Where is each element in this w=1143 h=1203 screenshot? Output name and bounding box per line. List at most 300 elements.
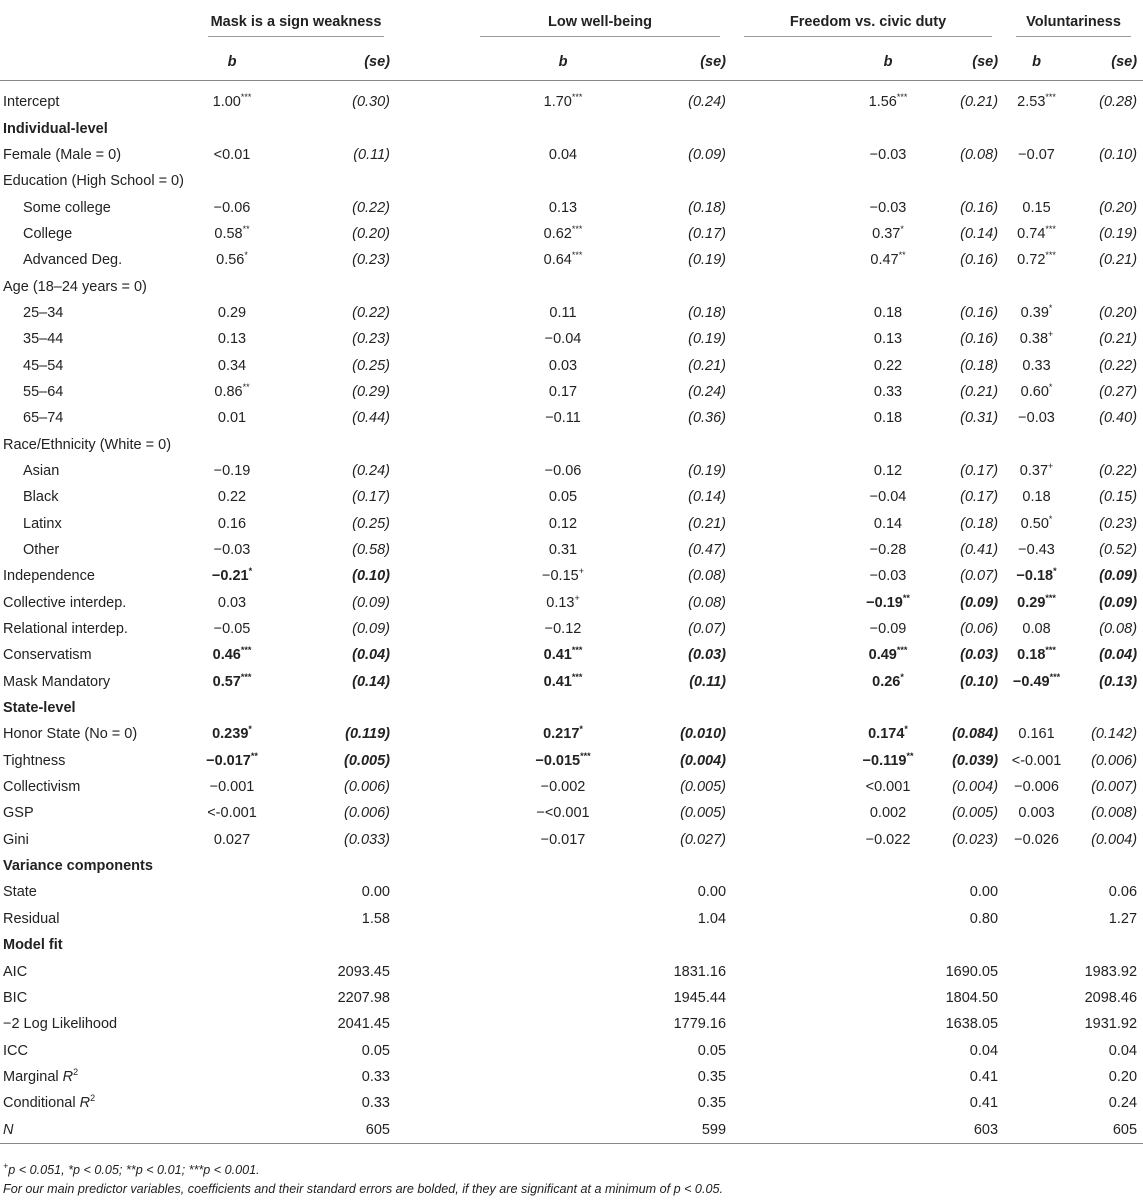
table-row — [0, 669, 1143, 695]
standard-error-cell: (0.31) — [960, 410, 999, 427]
coefficient-cell: 0.46*** — [212, 645, 252, 664]
row-label: Advanced Deg. — [23, 252, 123, 269]
standard-error-cell: (0.21) — [688, 515, 727, 532]
standard-error-cell: (0.033) — [344, 831, 390, 848]
table-row — [0, 405, 1143, 431]
coefficient-cell: −0.09 — [869, 621, 907, 638]
se-header: (se) — [972, 54, 999, 70]
standard-error-cell: (0.09) — [960, 594, 999, 611]
statistic-cell: 0.35 — [697, 1095, 727, 1112]
coefficient-cell: 0.86** — [214, 382, 250, 400]
standard-error-cell: (0.084) — [952, 726, 999, 743]
table-row — [0, 642, 1143, 668]
standard-error-cell: (0.18) — [688, 304, 727, 321]
standard-error-cell: (0.11) — [689, 673, 727, 690]
coefficient-cell: 0.18 — [873, 304, 903, 321]
coefficient-cell: 0.50* — [1020, 513, 1053, 532]
standard-error-cell: (0.09) — [688, 146, 727, 163]
coefficient-cell: 0.13 — [217, 331, 247, 348]
row-label: Other — [23, 542, 60, 559]
coefficient-cell: 0.217* — [543, 724, 583, 743]
coefficient-cell: −0.03 — [869, 568, 907, 585]
coefficient-cell: −0.18* — [1016, 566, 1057, 585]
coefficient-cell: −0.03 — [213, 542, 251, 559]
standard-error-cell: (0.027) — [680, 831, 727, 848]
standard-error-cell: (0.40) — [1099, 410, 1138, 427]
statistic-cell: 0.33 — [361, 1068, 390, 1085]
statistic-cell: 599 — [701, 1121, 727, 1138]
coefficient-cell: 0.62*** — [543, 224, 583, 242]
row-label: Independence — [3, 568, 95, 585]
standard-error-cell: (0.14) — [352, 673, 390, 690]
row-label: Tightness — [3, 752, 66, 769]
coefficient-cell: 0.41*** — [543, 671, 583, 690]
coefficient-cell: 0.74*** — [1017, 224, 1056, 242]
section-heading: State-level — [3, 700, 76, 717]
table-row — [0, 379, 1143, 405]
standard-error-cell: (0.09) — [1099, 594, 1138, 611]
b-header: b — [1032, 54, 1041, 70]
coefficient-cell: −0.03 — [869, 146, 907, 163]
standard-error-cell: (0.28) — [1099, 94, 1138, 111]
statistic-cell: 1.04 — [697, 910, 727, 927]
standard-error-cell: (0.17) — [688, 225, 727, 242]
coefficient-cell: 0.39* — [1020, 303, 1053, 321]
coefficient-cell: 0.13 — [548, 199, 578, 216]
standard-error-cell: (0.08) — [1099, 621, 1138, 638]
coefficient-cell: 0.18 — [873, 410, 903, 427]
standard-error-cell: (0.20) — [1099, 304, 1138, 321]
row-label: N — [3, 1121, 14, 1138]
standard-error-cell: (0.24) — [352, 462, 390, 479]
standard-error-cell: (0.16) — [960, 331, 999, 348]
statistic-cell: 603 — [973, 1121, 999, 1138]
table-header — [0, 6, 1143, 81]
standard-error-cell: (0.005) — [344, 752, 390, 769]
row-label: State — [3, 884, 37, 901]
standard-error-cell: (0.004) — [1091, 831, 1138, 848]
standard-error-cell: (0.19) — [1099, 225, 1138, 242]
statistic-cell: 0.05 — [697, 1042, 727, 1059]
coefficient-cell: 0.14 — [873, 515, 903, 532]
coefficient-cell: −0.017** — [206, 750, 258, 769]
table-row — [0, 932, 1143, 958]
coefficient-cell: 0.18*** — [1017, 645, 1056, 664]
row-label: Collective interdep. — [3, 594, 127, 611]
b-header: b — [227, 54, 237, 70]
table-row — [0, 484, 1143, 510]
row-label: 55–64 — [23, 383, 64, 400]
standard-error-cell: (0.006) — [344, 805, 390, 822]
b-header: b — [883, 54, 893, 70]
table-notes — [3, 1161, 723, 1199]
standard-error-cell: (0.52) — [1099, 542, 1138, 559]
standard-error-cell: (0.17) — [960, 489, 999, 506]
se-header: (se) — [700, 54, 727, 70]
coefficient-cell: −0.21* — [211, 566, 253, 585]
standard-error-cell: (0.25) — [352, 357, 390, 374]
standard-error-cell: (0.004) — [680, 752, 727, 769]
statistic-cell: 2207.98 — [337, 989, 390, 1006]
bold-note: For our main predictor variables, coefficients and their standard errors are bolded, if they are significant at a minimum of p < 0.05. — [3, 1182, 723, 1196]
table-row — [0, 221, 1143, 247]
standard-error-cell: (0.03) — [688, 647, 727, 664]
statistic-cell: 0.80 — [969, 910, 999, 927]
row-label: Mask Mandatory — [3, 673, 111, 690]
table-row — [0, 300, 1143, 326]
statistic-cell: 0.05 — [361, 1042, 390, 1059]
table-row — [0, 1090, 1143, 1116]
coefficient-cell: −0.015*** — [535, 750, 591, 769]
standard-error-cell: (0.23) — [1099, 515, 1138, 532]
coefficient-cell: −0.002 — [540, 779, 586, 796]
standard-error-cell: (0.47) — [688, 542, 727, 559]
table-row — [0, 721, 1143, 747]
standard-error-cell: (0.22) — [1099, 462, 1138, 479]
standard-error-cell: (0.08) — [960, 146, 999, 163]
coefficient-cell: 0.64*** — [543, 250, 583, 269]
table-row — [0, 590, 1143, 616]
coefficient-cell: 0.33 — [1022, 357, 1051, 374]
statistic-cell: 0.00 — [361, 884, 390, 901]
coefficient-cell: 0.26* — [872, 671, 904, 690]
statistic-cell: 0.20 — [1108, 1068, 1138, 1085]
coefficient-cell: 0.33 — [873, 383, 903, 400]
coefficient-cell: 0.12 — [873, 462, 903, 479]
statistic-cell: 1804.50 — [945, 989, 999, 1006]
standard-error-cell: (0.36) — [688, 410, 727, 427]
row-label: 45–54 — [23, 357, 64, 374]
standard-error-cell: (0.007) — [1091, 779, 1138, 796]
group-header: Low well-being — [468, 6, 732, 44]
coefficient-cell: −0.026 — [1014, 831, 1059, 848]
standard-error-cell: (0.09) — [352, 594, 390, 611]
standard-error-cell: (0.18) — [960, 515, 999, 532]
standard-error-cell: (0.14) — [960, 225, 999, 242]
b-header: b — [558, 54, 568, 70]
coefficient-cell: 0.72*** — [1017, 250, 1056, 269]
standard-error-cell: (0.142) — [1091, 726, 1138, 743]
coefficient-cell: −0.19** — [866, 592, 910, 611]
row-label: Female (Male = 0) — [3, 146, 122, 163]
row-label: −2 Log Likelihood — [3, 1016, 118, 1033]
coefficient-cell: 0.22 — [873, 357, 903, 374]
coefficient-cell: 0.18 — [1022, 489, 1051, 506]
row-label: Education (High School = 0) — [3, 173, 184, 190]
coefficient-cell: −0.001 — [209, 779, 255, 796]
table-row — [0, 194, 1143, 220]
standard-error-cell: (0.005) — [680, 805, 727, 822]
statistic-cell: 1.27 — [1108, 910, 1138, 927]
se-header: (se) — [364, 54, 390, 70]
coefficient-cell: <-0.001 — [1011, 752, 1062, 769]
statistic-cell: 2041.45 — [337, 1016, 390, 1033]
standard-error-cell: (0.19) — [688, 331, 727, 348]
coefficient-cell: <0.01 — [213, 146, 251, 163]
row-label: GSP — [3, 805, 34, 822]
statistic-cell: 1983.92 — [1084, 963, 1138, 980]
row-label: 25–34 — [23, 304, 64, 321]
statistic-cell: 0.33 — [361, 1095, 390, 1112]
row-label: Intercept — [3, 94, 60, 111]
standard-error-cell: (0.24) — [688, 383, 727, 400]
coefficient-cell: 0.04 — [548, 146, 578, 163]
standard-error-cell: (0.14) — [688, 489, 727, 506]
standard-error-cell: (0.22) — [352, 304, 390, 321]
standard-error-cell: (0.44) — [352, 410, 390, 427]
statistic-cell: 1690.05 — [945, 963, 999, 980]
coefficient-cell: 0.08 — [1022, 621, 1051, 638]
statistic-cell: 1779.16 — [673, 1016, 727, 1033]
table-row — [0, 81, 1143, 116]
section-heading: Model fit — [3, 937, 63, 954]
standard-error-cell: (0.23) — [352, 252, 390, 269]
coefficient-cell: 0.16 — [217, 515, 247, 532]
row-label: Collectivism — [3, 779, 81, 796]
se-header: (se) — [1111, 54, 1138, 70]
coefficient-cell: −0.11 — [545, 410, 581, 427]
coefficient-cell: 0.31 — [548, 542, 578, 559]
coefficient-cell: −0.12 — [544, 621, 582, 638]
standard-error-cell: (0.18) — [688, 199, 727, 216]
standard-error-cell: (0.15) — [1099, 489, 1138, 506]
table-row — [0, 273, 1143, 299]
standard-error-cell: (0.41) — [960, 542, 999, 559]
standard-error-cell: (0.29) — [352, 383, 390, 400]
row-label: Relational interdep. — [3, 621, 128, 638]
row-label: Residual — [3, 910, 60, 927]
table-row — [0, 1037, 1143, 1063]
row-label: Marginal $R^2$ — [3, 1067, 79, 1085]
coefficient-cell: 0.17 — [548, 383, 578, 400]
table-body — [0, 81, 1143, 1144]
standard-error-cell: (0.004) — [952, 779, 999, 796]
standard-error-cell: (0.10) — [1099, 146, 1138, 163]
coefficient-cell: 0.29*** — [1017, 592, 1056, 611]
coefficient-cell: 0.37* — [872, 224, 904, 242]
standard-error-cell: (0.10) — [960, 673, 999, 690]
coefficient-cell: 0.027 — [213, 831, 251, 848]
standard-error-cell: (0.21) — [1099, 252, 1138, 269]
statistic-cell: 0.00 — [697, 884, 727, 901]
standard-error-cell: (0.04) — [1099, 647, 1138, 664]
coefficient-cell: 0.01 — [217, 410, 247, 427]
coefficient-cell: −0.07 — [1018, 146, 1055, 163]
statistic-cell: 0.00 — [969, 884, 999, 901]
coefficient-cell: 0.15 — [1022, 199, 1051, 216]
coefficient-cell: 0.57*** — [212, 671, 252, 690]
table-row — [0, 352, 1143, 378]
coefficient-cell: −0.06 — [213, 199, 251, 216]
coefficient-cell: −0.022 — [865, 831, 911, 848]
standard-error-cell: (0.005) — [680, 779, 727, 796]
coefficient-cell: −0.03 — [869, 199, 907, 216]
standard-error-cell: (0.039) — [952, 752, 999, 769]
standard-error-cell: (0.19) — [688, 252, 727, 269]
significance-note: +p < 0.051, *p < 0.05; **p < 0.01; ***p < 0.001. — [3, 1160, 260, 1177]
row-label: Gini — [3, 831, 29, 848]
coefficient-cell: 0.161 — [1018, 726, 1055, 743]
coefficient-cell: 0.03 — [217, 594, 247, 611]
standard-error-cell: (0.16) — [960, 199, 999, 216]
coefficient-cell: 0.05 — [548, 489, 578, 506]
table-row — [0, 774, 1143, 800]
standard-error-cell: (0.58) — [352, 542, 390, 559]
coefficient-cell: 0.47** — [870, 250, 906, 269]
statistic-cell: 1.58 — [361, 910, 390, 927]
row-label: 35–44 — [23, 331, 64, 348]
standard-error-cell: (0.04) — [352, 647, 390, 664]
section-heading: Individual-level — [3, 120, 108, 137]
table-row — [0, 511, 1143, 537]
table-row — [0, 247, 1143, 273]
standard-error-cell: (0.08) — [688, 568, 727, 585]
standard-error-cell: (0.07) — [960, 568, 999, 585]
table-row — [0, 1064, 1143, 1090]
standard-error-cell: (0.23) — [352, 331, 390, 348]
standard-error-cell: (0.17) — [352, 489, 390, 506]
regression-table — [0, 6, 1143, 1144]
statistic-cell: 2093.45 — [337, 963, 390, 980]
coefficient-cell: 0.13 — [873, 331, 903, 348]
statistic-cell: 2098.46 — [1084, 989, 1138, 1006]
coefficient-cell: −0.19 — [213, 462, 251, 479]
standard-error-cell: (0.24) — [688, 94, 727, 111]
group-header: Freedom vs. civic duty — [732, 6, 1004, 44]
table-row — [0, 616, 1143, 642]
coefficient-cell: −0.04 — [869, 489, 907, 506]
coefficient-cell: −0.15+ — [542, 566, 584, 585]
coefficient-cell: −0.43 — [1018, 542, 1055, 559]
standard-error-cell: (0.09) — [1099, 568, 1138, 585]
standard-error-cell: (0.20) — [1099, 199, 1138, 216]
standard-error-cell: (0.09) — [352, 621, 390, 638]
coefficient-cell: 0.13+ — [546, 592, 580, 611]
table-row — [0, 985, 1143, 1011]
statistic-cell: 0.04 — [1108, 1042, 1138, 1059]
coefficient-cell: <-0.001 — [207, 805, 257, 822]
standard-error-cell: (0.22) — [352, 199, 390, 216]
row-label: Latinx — [23, 515, 62, 532]
standard-error-cell: (0.008) — [1091, 805, 1138, 822]
row-label: BIC — [3, 989, 28, 1006]
statistic-cell: 0.35 — [697, 1068, 727, 1085]
row-label: Conservatism — [3, 647, 92, 664]
row-label: Honor State (No = 0) — [3, 726, 138, 743]
statistic-cell: 0.41 — [969, 1068, 999, 1085]
statistic-cell: 1638.05 — [945, 1016, 999, 1033]
standard-error-cell: (0.03) — [960, 647, 999, 664]
standard-error-cell: (0.13) — [1099, 673, 1138, 690]
statistic-cell: 0.24 — [1108, 1095, 1138, 1112]
coefficient-cell: 0.41*** — [543, 645, 583, 664]
coefficient-cell: 0.03 — [548, 357, 578, 374]
group-header: Mask is a sign weakness — [196, 6, 396, 44]
coefficient-cell: −0.28 — [869, 542, 907, 559]
standard-error-cell: (0.21) — [1099, 331, 1138, 348]
coefficient-cell: 0.003 — [1018, 805, 1055, 822]
row-label: Some college — [23, 199, 111, 216]
table-row — [0, 563, 1143, 589]
table-row — [0, 1116, 1143, 1143]
coefficient-cell: −0.03 — [1018, 410, 1055, 427]
coefficient-cell: −0.49*** — [1012, 671, 1061, 690]
standard-error-cell: (0.22) — [1099, 357, 1138, 374]
coefficient-cell: −<0.001 — [536, 805, 590, 822]
standard-error-cell: (0.119) — [345, 726, 390, 743]
row-label: 65–74 — [23, 410, 64, 427]
row-label: ICC — [3, 1042, 28, 1059]
statistic-cell: 605 — [1112, 1121, 1138, 1138]
coefficient-cell: 0.37+ — [1019, 461, 1054, 479]
row-label: Black — [23, 489, 59, 506]
table-row — [0, 168, 1143, 194]
coefficient-cell: 1.00*** — [212, 92, 252, 111]
table-row — [0, 827, 1143, 853]
standard-error-cell: (0.21) — [688, 357, 727, 374]
coefficient-cell: 0.12 — [548, 515, 578, 532]
standard-error-cell: (0.08) — [688, 594, 727, 611]
statistic-cell: 0.41 — [969, 1095, 999, 1112]
standard-error-cell: (0.07) — [688, 621, 727, 638]
coefficient-cell: 0.49*** — [868, 645, 908, 664]
standard-error-cell: (0.30) — [352, 94, 390, 111]
row-label: Conditional $R^2$ — [3, 1093, 96, 1112]
table-row — [0, 1011, 1143, 1037]
coefficient-cell: 0.58** — [214, 224, 250, 242]
standard-error-cell: (0.20) — [352, 225, 390, 242]
standard-error-cell: (0.006) — [1091, 752, 1138, 769]
statistic-cell: 0.06 — [1108, 884, 1138, 901]
coefficient-cell: 1.56*** — [868, 92, 908, 111]
table-row — [0, 906, 1143, 932]
standard-error-cell: (0.17) — [960, 462, 999, 479]
standard-error-cell: (0.16) — [960, 252, 999, 269]
row-label: AIC — [3, 963, 28, 980]
coefficient-cell: <0.001 — [865, 779, 911, 796]
table-row — [0, 695, 1143, 721]
coefficient-cell: −0.017 — [540, 831, 586, 848]
statistic-cell: 605 — [365, 1121, 390, 1138]
row-label: Asian — [23, 462, 60, 479]
statistic-cell: 1831.16 — [673, 963, 727, 980]
table-row — [0, 879, 1143, 905]
group-header: Voluntariness — [1004, 6, 1143, 44]
standard-error-cell: (0.11) — [353, 146, 390, 163]
standard-error-cell: (0.010) — [680, 726, 727, 743]
coefficient-cell: 0.34 — [217, 357, 247, 374]
table-row — [0, 326, 1143, 352]
coefficient-cell: −0.119** — [862, 750, 914, 769]
coefficient-cell: −0.006 — [1014, 779, 1059, 796]
table-row — [0, 431, 1143, 457]
coefficient-cell: 0.239* — [212, 724, 252, 743]
coefficient-cell: 0.174* — [868, 724, 908, 743]
standard-error-cell: (0.06) — [960, 621, 999, 638]
row-label: Age (18–24 years = 0) — [3, 278, 147, 295]
coefficient-cell: −0.06 — [544, 462, 582, 479]
coefficient-cell: 0.11 — [549, 304, 577, 321]
section-heading: Variance components — [3, 858, 153, 875]
standard-error-cell: (0.10) — [352, 568, 390, 585]
coefficient-cell: 2.53*** — [1017, 92, 1056, 111]
table-row — [0, 958, 1143, 984]
table-row — [0, 458, 1143, 484]
coefficient-cell: 0.56* — [216, 250, 248, 269]
coefficient-cell: 0.60* — [1020, 382, 1053, 400]
coefficient-cell: 0.002 — [869, 805, 907, 822]
standard-error-cell: (0.005) — [952, 805, 999, 822]
